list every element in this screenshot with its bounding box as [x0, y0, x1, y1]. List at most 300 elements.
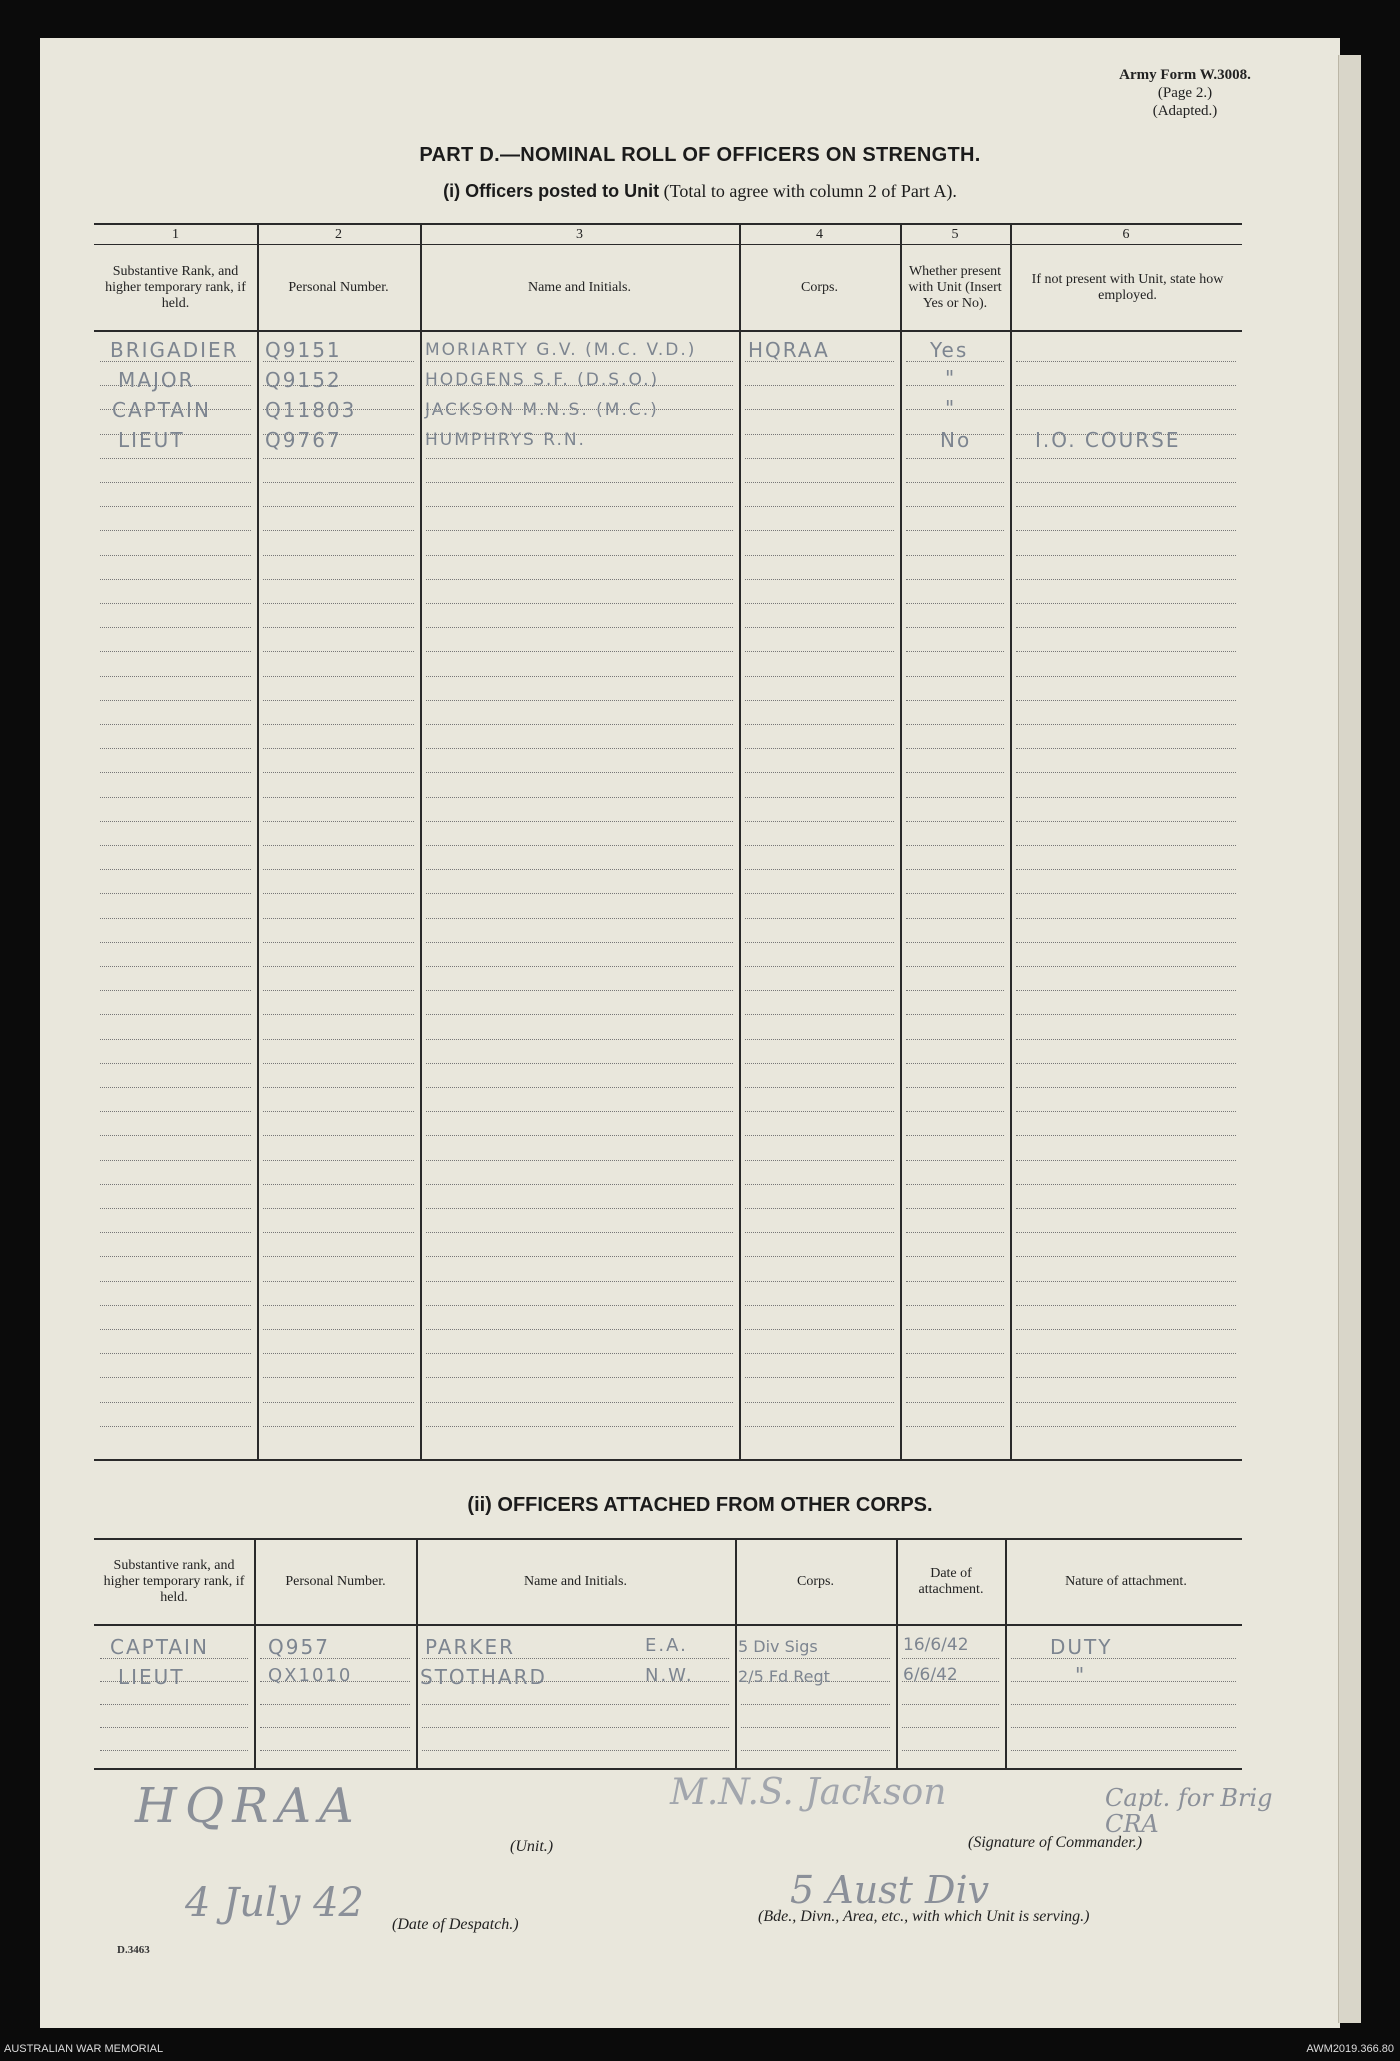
ruled-line	[745, 1353, 894, 1354]
ruled-line	[263, 990, 414, 991]
ruled-line	[906, 724, 1004, 725]
col-number-3: 3	[576, 227, 583, 242]
ruled-line	[745, 869, 894, 870]
ruled-line	[745, 409, 894, 410]
ruled-line	[741, 1658, 890, 1659]
ruled-line	[1016, 1402, 1236, 1403]
row1-name: MORIARTY G.V. (M.C. V.D.)	[425, 340, 697, 360]
ruled-line	[100, 1402, 251, 1403]
ruled-line	[426, 458, 733, 459]
t2-row2-number: QX1010	[268, 1665, 353, 1686]
ruled-line	[426, 772, 733, 773]
header-rank: Substantive Rank, and higher temporary rank, if held.	[105, 264, 246, 311]
ruled-line	[745, 1281, 894, 1282]
ruled-line	[745, 845, 894, 846]
ruled-line	[1011, 1704, 1236, 1705]
ruled-line	[100, 1014, 251, 1015]
ruled-line	[745, 506, 894, 507]
ruled-line	[1016, 482, 1236, 483]
ruled-line	[100, 482, 251, 483]
row1-corps: HQRAA	[748, 338, 830, 362]
t2-header-rank: Substantive rank, and higher temporary rank, if held.	[103, 1558, 245, 1605]
ruled-line	[1016, 821, 1236, 822]
ruled-line	[906, 1329, 1004, 1330]
ruled-line	[906, 1160, 1004, 1161]
ruled-line	[745, 724, 894, 725]
ruled-line	[426, 1329, 733, 1330]
ruled-line	[745, 627, 894, 628]
col-number-4: 4	[816, 227, 823, 242]
ruled-line	[745, 458, 894, 459]
ruled-line	[745, 1014, 894, 1015]
ruled-line	[1016, 555, 1236, 556]
ruled-line	[741, 1727, 890, 1728]
ruled-line	[263, 821, 414, 822]
ruled-line	[1016, 845, 1236, 846]
ruled-line	[263, 966, 414, 967]
ruled-line	[906, 942, 1004, 943]
ruled-line	[906, 748, 1004, 749]
ruled-line	[906, 918, 1004, 919]
row2-rank: MAJOR	[118, 368, 195, 392]
ruled-line	[426, 1111, 733, 1112]
ruled-line	[906, 966, 1004, 967]
ruled-line	[426, 869, 733, 870]
signature-value: M.N.S. Jackson	[670, 1772, 947, 1813]
ruled-line	[422, 1704, 729, 1705]
ruled-line	[100, 821, 251, 822]
t2-row1-number: Q957	[268, 1635, 330, 1659]
ruled-line	[263, 1377, 414, 1378]
ruled-line	[906, 555, 1004, 556]
ruled-line	[1016, 1353, 1236, 1354]
ruled-line	[100, 1232, 251, 1233]
ruled-line	[1016, 700, 1236, 701]
ruled-line	[902, 1704, 999, 1705]
row3-present: "	[945, 396, 957, 420]
ruled-line	[263, 1281, 414, 1282]
ruled-line	[745, 1135, 894, 1136]
ruled-line	[426, 627, 733, 628]
ruled-line	[100, 1727, 248, 1728]
ruled-line	[100, 1208, 251, 1209]
ruled-line	[426, 918, 733, 919]
ruled-line	[263, 555, 414, 556]
ruled-line	[906, 1208, 1004, 1209]
ruled-line	[1016, 1111, 1236, 1112]
ruled-line	[1016, 1305, 1236, 1306]
ruled-line	[906, 1087, 1004, 1088]
t2-row2-date: 6/6/42	[903, 1665, 958, 1685]
ruled-line	[426, 1377, 733, 1378]
ruled-line	[100, 627, 251, 628]
ruled-line	[745, 1305, 894, 1306]
ruled-line	[745, 966, 894, 967]
form-reference	[1090, 66, 1280, 120]
ruled-line	[741, 1750, 890, 1751]
header-employed: If not present with Unit, state how employed.	[1031, 272, 1224, 303]
ruled-line	[1016, 869, 1236, 870]
ruled-line	[263, 1256, 414, 1257]
ruled-line	[260, 1750, 410, 1751]
ruled-line	[426, 724, 733, 725]
ruled-line	[906, 990, 1004, 991]
ruled-line	[426, 1426, 733, 1427]
row4-name: HUMPHRYS R.N.	[425, 430, 586, 450]
bde-caption: (Bde., Divn., Area, etc., with which Unit is serving.)	[758, 1908, 1090, 1925]
row2-present: "	[945, 366, 957, 390]
ruled-line	[745, 1402, 894, 1403]
ruled-line	[906, 506, 1004, 507]
ruled-line	[906, 1256, 1004, 1257]
ruled-line	[745, 1160, 894, 1161]
ruled-line	[426, 700, 733, 701]
col-number-6: 6	[1122, 227, 1130, 242]
ruled-line	[1016, 458, 1236, 459]
ruled-line	[426, 942, 733, 943]
row3-rank: CAPTAIN	[112, 398, 211, 422]
ruled-line	[426, 555, 733, 556]
ruled-line	[100, 918, 251, 919]
ruled-line	[426, 676, 733, 677]
ruled-line	[426, 1281, 733, 1282]
ruled-line	[906, 700, 1004, 701]
ruled-line	[1016, 627, 1236, 628]
ruled-line	[1011, 1750, 1236, 1751]
ruled-line	[1016, 893, 1236, 894]
ruled-line	[263, 1087, 414, 1088]
t2-header-name-initials: Name and Initials.	[523, 1574, 628, 1589]
ruled-line	[263, 530, 414, 531]
ruled-line	[906, 530, 1004, 531]
archive-bar	[0, 2040, 1400, 2061]
row3-number: Q11803	[265, 398, 357, 422]
ruled-line	[1016, 1377, 1236, 1378]
ruled-line	[263, 1160, 414, 1161]
ruled-line	[1016, 1232, 1236, 1233]
t2-header-personal-number: Personal Number.	[285, 1574, 386, 1589]
t2-row1-date: 16/6/42	[903, 1635, 969, 1655]
ruled-line	[745, 530, 894, 531]
ruled-line	[906, 1184, 1004, 1185]
ruled-line	[426, 1353, 733, 1354]
col-number-1: 1	[172, 227, 179, 242]
ruled-line	[1016, 1087, 1236, 1088]
ruled-line	[263, 651, 414, 652]
ruled-line	[745, 434, 894, 435]
ruled-line	[906, 1111, 1004, 1112]
ruled-line	[263, 700, 414, 701]
ruled-line	[263, 845, 414, 846]
archive-id: AWM2019.366.80	[1306, 2043, 1394, 2055]
ruled-line	[906, 1402, 1004, 1403]
bde-value: 5 Aust Div	[790, 1868, 990, 1912]
ruled-line	[426, 506, 733, 507]
form-ref-line-3: (Adapted.)	[1152, 103, 1218, 119]
ruled-line	[263, 1353, 414, 1354]
unit-caption: (Unit.)	[510, 1838, 554, 1855]
ruled-line	[100, 506, 251, 507]
ruled-line	[100, 530, 251, 531]
ruled-line	[100, 772, 251, 773]
ruled-line	[745, 1256, 894, 1257]
ruled-line	[260, 1704, 410, 1705]
ruled-line	[100, 1256, 251, 1257]
ruled-line	[906, 1232, 1004, 1233]
ruled-line	[1011, 1658, 1236, 1659]
ruled-line	[426, 1039, 733, 1040]
ruled-line	[906, 579, 1004, 580]
subtitle-rest: (Total to agree with column 2 of Part A).	[659, 181, 957, 201]
ruled-line	[745, 1087, 894, 1088]
ruled-line	[426, 1256, 733, 1257]
t2-row2-initials: N.W.	[645, 1665, 694, 1686]
row1-number: Q9151	[265, 338, 342, 362]
ruled-line	[1016, 772, 1236, 773]
t2-header-corps: Corps.	[797, 1574, 834, 1589]
ruled-line	[745, 482, 894, 483]
ruled-line	[263, 1111, 414, 1112]
ruled-line	[100, 748, 251, 749]
ruled-line	[1016, 797, 1236, 798]
ruled-line	[906, 627, 1004, 628]
row4-present: No	[940, 428, 972, 452]
ruled-line	[100, 676, 251, 677]
ruled-line	[1016, 385, 1236, 386]
ruled-line	[902, 1658, 999, 1659]
ruled-line	[745, 1063, 894, 1064]
t2-row1-initials: E.A.	[645, 1635, 688, 1656]
ruled-line	[263, 603, 414, 604]
ruled-line	[100, 1087, 251, 1088]
ruled-line	[1016, 579, 1236, 580]
ruled-line	[745, 1329, 894, 1330]
ruled-line	[260, 1727, 410, 1728]
ruled-line	[426, 893, 733, 894]
ruled-line	[906, 1377, 1004, 1378]
ruled-line	[422, 1727, 729, 1728]
ruled-line	[906, 1039, 1004, 1040]
ruled-line	[263, 797, 414, 798]
ruled-line	[1016, 651, 1236, 652]
ruled-line	[263, 1184, 414, 1185]
t2-row2-rank: LIEUT	[118, 1665, 185, 1689]
ruled-line	[263, 1232, 414, 1233]
ruled-line	[263, 1014, 414, 1015]
ruled-line	[426, 966, 733, 967]
ruled-line	[263, 869, 414, 870]
ruled-line	[1016, 1160, 1236, 1161]
t2-header-date: Date of attachment.	[918, 1566, 984, 1597]
signature-caption: (Signature of Commander.)	[968, 1834, 1143, 1851]
ruled-line	[1011, 1681, 1236, 1682]
ruled-line	[906, 1353, 1004, 1354]
ruled-line	[263, 1039, 414, 1040]
ruled-line	[100, 1377, 251, 1378]
ruled-line	[426, 990, 733, 991]
col-number-5: 5	[951, 227, 959, 242]
ruled-line	[426, 1014, 733, 1015]
ruled-line	[263, 627, 414, 628]
subtitle-bold: (i) Officers posted to Unit	[443, 181, 660, 201]
ruled-line	[1016, 724, 1236, 725]
ruled-line	[745, 1377, 894, 1378]
ruled-line	[100, 1704, 248, 1705]
ruled-line	[1016, 1039, 1236, 1040]
ruled-line	[741, 1704, 890, 1705]
ruled-line	[1016, 1184, 1236, 1185]
unit-value: HQRAA	[135, 1778, 362, 1834]
ruled-line	[745, 821, 894, 822]
ruled-line	[1016, 918, 1236, 919]
ruled-line	[100, 1750, 248, 1751]
ruled-line	[100, 555, 251, 556]
t2-row1-rank: CAPTAIN	[110, 1635, 209, 1659]
date-value: 4 July 42	[185, 1880, 364, 1926]
ruled-line	[426, 603, 733, 604]
ruled-line	[263, 918, 414, 919]
ruled-line	[263, 1135, 414, 1136]
ruled-line	[745, 797, 894, 798]
t2-row1-nature: DUTY	[1050, 1635, 1113, 1659]
ruled-line	[426, 530, 733, 531]
ruled-line	[745, 385, 894, 386]
ruled-line	[745, 651, 894, 652]
ruled-line	[902, 1750, 999, 1751]
ruled-line	[263, 724, 414, 725]
ruled-line	[906, 893, 1004, 894]
ruled-line	[906, 821, 1004, 822]
ruled-line	[422, 1750, 729, 1751]
ruled-line	[1016, 966, 1236, 967]
ruled-line	[1016, 409, 1236, 410]
ruled-line	[745, 676, 894, 677]
ruled-line	[263, 1402, 414, 1403]
ruled-line	[745, 555, 894, 556]
ruled-line	[1016, 1014, 1236, 1015]
ruled-line	[426, 1305, 733, 1306]
ruled-line	[745, 893, 894, 894]
row4-employed: I.O. COURSE	[1035, 428, 1181, 452]
ruled-line	[1016, 1329, 1236, 1330]
ruled-line	[263, 482, 414, 483]
t2-row2-nature: "	[1075, 1663, 1087, 1687]
row2-name: HODGENS S.F. (D.S.O.)	[425, 370, 660, 390]
ruled-line	[100, 1039, 251, 1040]
ruled-line	[100, 1353, 251, 1354]
signature-note: Capt. for Brig CRA	[1105, 1784, 1273, 1838]
ruled-line	[263, 506, 414, 507]
ruled-line	[426, 1063, 733, 1064]
t2-row2-corps: 2/5 Fd Regt	[738, 1667, 830, 1686]
ruled-line	[100, 966, 251, 967]
ruled-line	[906, 869, 1004, 870]
ruled-line	[100, 797, 251, 798]
ruled-line	[1016, 1135, 1236, 1136]
print-code: D.3463	[117, 1944, 150, 1956]
ruled-line	[1016, 942, 1236, 943]
ruled-line	[745, 603, 894, 604]
ruled-line	[1016, 1063, 1236, 1064]
t2-row1-corps: 5 Div Sigs	[738, 1637, 818, 1656]
ruled-line	[100, 1063, 251, 1064]
ruled-line	[263, 893, 414, 894]
ruled-line	[100, 724, 251, 725]
ruled-line	[100, 845, 251, 846]
ruled-line	[1016, 1208, 1236, 1209]
ruled-line	[745, 579, 894, 580]
ruled-line	[906, 1281, 1004, 1282]
ruled-line	[1016, 603, 1236, 604]
ruled-line	[100, 990, 251, 991]
ruled-line	[902, 1727, 999, 1728]
ruled-line	[100, 1160, 251, 1161]
ruled-line	[1016, 1256, 1236, 1257]
ruled-line	[426, 1184, 733, 1185]
ruled-line	[426, 651, 733, 652]
ruled-line	[906, 458, 1004, 459]
ruled-line	[100, 942, 251, 943]
ruled-line	[906, 676, 1004, 677]
ruled-line	[263, 458, 414, 459]
ruled-line	[1016, 990, 1236, 991]
t2-row1-name: PARKER	[425, 1635, 516, 1659]
ruled-line	[745, 1184, 894, 1185]
header-personal-number: Personal Number.	[288, 280, 389, 295]
ruled-line	[263, 579, 414, 580]
ruled-line	[745, 1208, 894, 1209]
row2-number: Q9152	[265, 368, 342, 392]
ruled-line	[745, 1232, 894, 1233]
ruled-line	[100, 1111, 251, 1112]
ruled-line	[263, 1329, 414, 1330]
ruled-line	[426, 845, 733, 846]
row1-present: Yes	[930, 338, 969, 362]
ruled-line	[426, 361, 733, 362]
col-number-2: 2	[335, 227, 342, 242]
ruled-line	[906, 772, 1004, 773]
ruled-line	[263, 1208, 414, 1209]
ruled-line	[745, 990, 894, 991]
ruled-line	[100, 1281, 251, 1282]
ruled-line	[1016, 1281, 1236, 1282]
ruled-line	[426, 1087, 733, 1088]
ruled-line	[906, 603, 1004, 604]
ruled-line	[100, 700, 251, 701]
ruled-line	[906, 651, 1004, 652]
ruled-line	[426, 1232, 733, 1233]
header-name-initials: Name and Initials.	[527, 280, 632, 295]
form-ref-line-2: (Page 2.)	[1157, 85, 1213, 101]
ruled-line	[906, 1426, 1004, 1427]
ruled-line	[745, 1039, 894, 1040]
ruled-line	[745, 1111, 894, 1112]
ruled-line	[906, 1135, 1004, 1136]
t2-row2-name: STOTHARD	[420, 1665, 547, 1689]
ruled-line	[100, 651, 251, 652]
ruled-line	[745, 772, 894, 773]
ruled-line	[426, 1135, 733, 1136]
ruled-line	[426, 821, 733, 822]
ruled-line	[100, 1305, 251, 1306]
ruled-line	[426, 797, 733, 798]
row4-rank: LIEUT	[118, 428, 185, 452]
ruled-line	[906, 482, 1004, 483]
ruled-line	[263, 1305, 414, 1306]
ruled-line	[745, 748, 894, 749]
ruled-line	[263, 772, 414, 773]
ruled-line	[263, 942, 414, 943]
